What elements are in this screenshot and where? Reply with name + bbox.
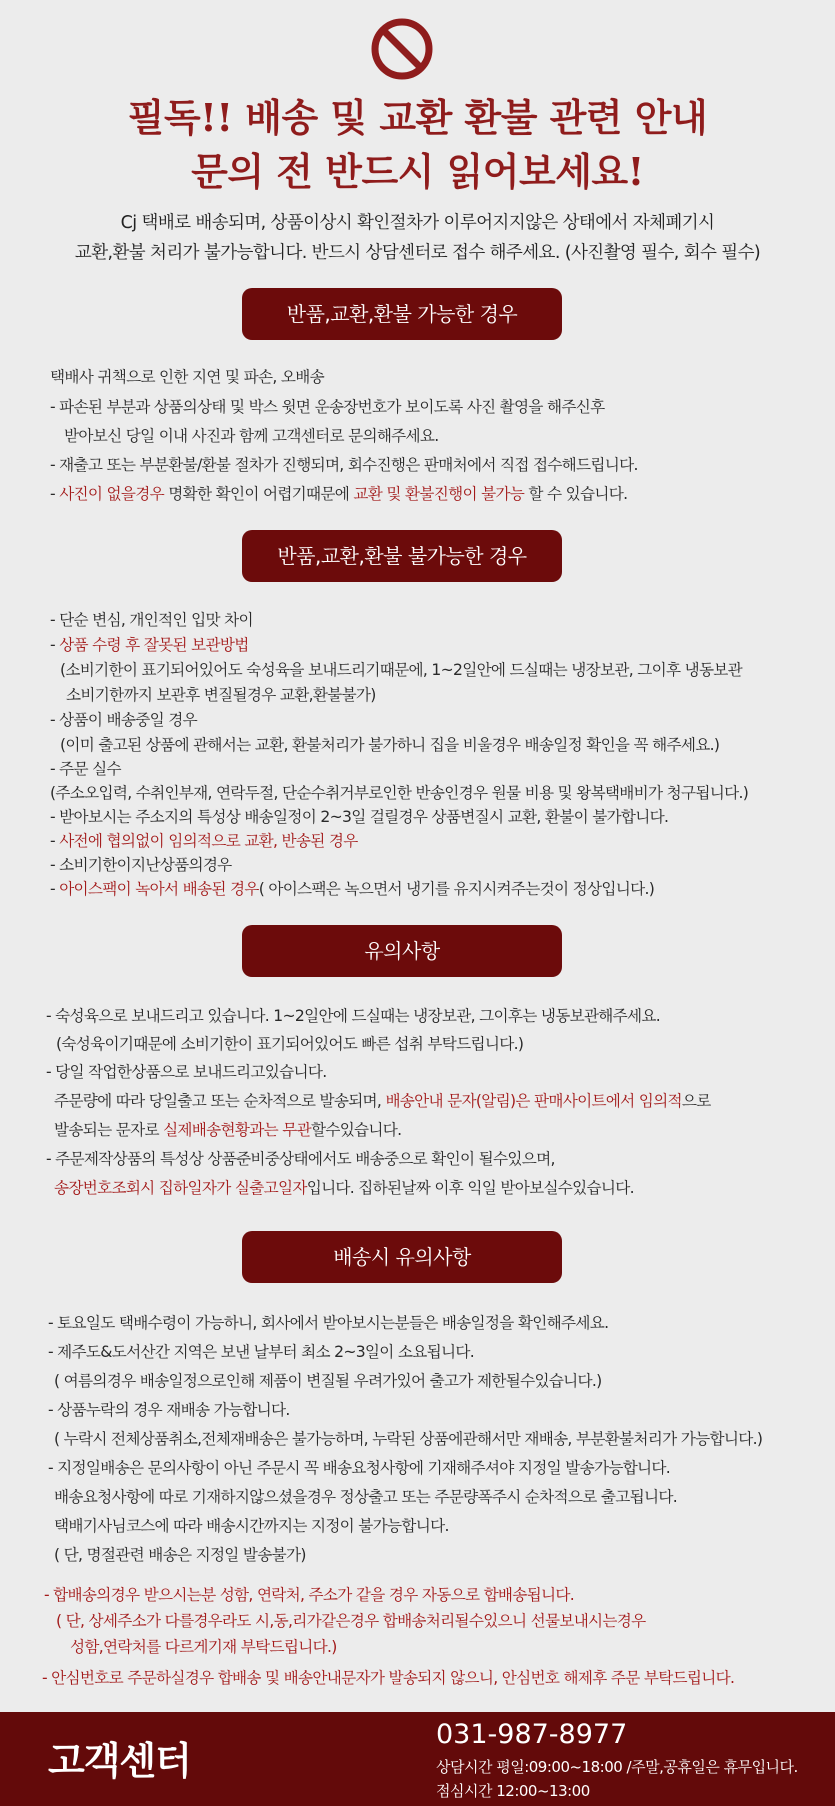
list-item <box>54 1175 634 1201</box>
customer-center-title: 고객센터 <box>48 1739 191 1783</box>
text: ( 아이스팩은 녹으면서 냉기를 유지시켜주는것이 정상입니다.) <box>258 880 655 898</box>
list-item: - 당일 작업한상품으로 보내드리고있습니다. <box>46 1063 327 1081</box>
text: - <box>50 832 60 850</box>
list-item <box>50 632 249 658</box>
highlight-text: 사진이 없을경우 <box>59 485 164 503</box>
list-item: - 소비기한이지난상품의경우 <box>50 856 232 874</box>
lunch-hours: 점심시간 12:00~13:00 <box>436 1782 590 1800</box>
list-item: (이미 출고된 상품에 관해서는 교환, 환불처리가 불가하니 집을 비울경우 배송일정 확인을 꼭 해주세요.) <box>60 736 720 754</box>
list-item: - 숙성육으로 보내드리고 있습니다. 1~2일안에 드실때는 냉장보관, 그이후는 냉동보관해주세요. <box>46 1007 661 1025</box>
highlight-text: 실제배송현황과는 무관 <box>163 1121 311 1139</box>
list-item: ( 단, 상세주소가 다를경우라도 시,동,리가같은경우 합배송처리될수있으니 선물보내시는경우 <box>56 1612 646 1630</box>
text: 발송되는 문자로 <box>54 1121 164 1139</box>
text: 주문량에 따라 당일출고 또는 순차적으로 발송되며, <box>54 1092 386 1110</box>
highlight-text: 아이스팩이 녹아서 배송된 경우 <box>59 880 259 898</box>
business-hours: 상담시간 평일:09:00~18:00 /주말,공휴일은 휴무입니다. <box>436 1758 798 1776</box>
list-item: (주소오입력, 수취인부재, 연락두절, 단순수취거부로인한 반송인경우 원물 비용 및 왕복택배비가 청구됩니다.) <box>50 784 749 802</box>
highlight-text: 사전에 협의없이 임의적으로 교환, 반송된 경우 <box>59 832 358 850</box>
section-header-notice: 유의사항 <box>242 925 562 977</box>
list-item: - 상품이 배송중일 경우 <box>50 711 197 729</box>
list-item: - 파손된 부분과 상품의상태 및 박스 윗면 운송장번호가 보이도록 사진 촬영을 해주신후 <box>50 398 605 416</box>
list-item: - 토요일도 택배수령이 가능하니, 회사에서 받아보시는분들은 배송일정을 확인해주세요. <box>48 1314 609 1332</box>
list-item <box>50 876 654 902</box>
phone-number[interactable]: 031-987-8977 <box>436 1719 628 1750</box>
list-item: - 제주도&도서산간 지역은 보낸 날부터 최소 2~3일이 소요됩니다. <box>48 1343 474 1361</box>
section-header-impossible: 반품,교환,환불 불가능한 경우 <box>242 530 562 582</box>
list-item: - 지정일배송은 문의사항이 아닌 주문시 꼭 배송요청사항에 기재해주셔야 지정일 발송가능합니다. <box>48 1459 671 1477</box>
list-item: 택배기사님코스에 따라 배송시간까지는 지정이 불가능합니다. <box>54 1517 449 1535</box>
text: 명확한 확인이 어렵기때문에 <box>164 485 354 503</box>
section-header-shipping: 배송시 유의사항 <box>242 1231 562 1283</box>
text: - <box>50 636 60 654</box>
intro-line-1: Cj 택배로 배송되며, 상품이상시 확인절차가 이루어지지않은 상태에서 자체폐기시 <box>120 213 715 233</box>
page-title: 필독!! 배송 및 교환 환불 관련 안내 <box>127 95 708 140</box>
list-item <box>54 1088 711 1114</box>
list-item: - 주문제작상품의 특성상 상품준비중상태에서도 배송중으로 확인이 될수있으며, <box>46 1150 555 1168</box>
highlight-text: 송장번호조회시 집하일자가 실출고일자 <box>54 1179 307 1197</box>
customer-center-footer <box>0 1712 835 1806</box>
list-item: - 단순 변심, 개인적인 입맛 차이 <box>50 611 253 629</box>
list-item: - 재출고 또는 부분환불/환불 절차가 진행되며, 회수진행은 판매처에서 직접 접수해드립니다. <box>50 456 638 474</box>
text: - <box>50 485 60 503</box>
list-item <box>50 481 627 507</box>
highlight-text: 상품 수령 후 잘못된 보관방법 <box>59 636 249 654</box>
list-item: (숙성육이기때문에 소비기한이 표기되어있어도 빠른 섭취 부탁드립니다.) <box>56 1035 524 1053</box>
list-item: - 안심번호로 주문하실경우 합배송 및 배송안내문자가 발송되지 않으니, 안심번호 해제후 주문 부탁드립니다. <box>42 1669 735 1687</box>
prohibited-icon <box>367 14 437 84</box>
list-item: 배송요청사항에 따로 기재하지않으셨을경우 정상출고 또는 주문량폭주시 순차적으로 출고됩니다. <box>54 1488 677 1506</box>
intro-line-2: 교환,환불 처리가 불가능합니다. 반드시 상담센터로 접수 해주세요. (사진촬영 필수, 회수 필수) <box>74 243 761 263</box>
text: 할 수 있습니다. <box>524 485 628 503</box>
list-item: 택배사 귀책으로 인한 지연 및 파손, 오배송 <box>50 368 324 386</box>
highlight-text: 교환 및 환불진행이 불가능 <box>353 485 525 503</box>
list-item: - 받아보시는 주소지의 특성상 배송일정이 2~3일 걸릴경우 상품변질시 교환, 환불이 불가합니다. <box>50 808 669 826</box>
page-subtitle: 문의 전 반드시 읽어보세요! <box>191 149 644 194</box>
text: 입니다. 집하된날짜 이후 익일 받아보실수있습니다. <box>306 1179 634 1197</box>
text: - <box>50 880 60 898</box>
list-item: ( 누락시 전체상품취소,전체재배송은 불가능하며, 누락된 상품에관해서만 재배송, 부분환불처리가 가능합니다.) <box>54 1430 763 1448</box>
text: 으로 <box>681 1092 711 1110</box>
list-item: ( 단, 명절관련 배송은 지정일 발송불가) <box>54 1546 306 1564</box>
list-item: 소비기한까지 보관후 변질될경우 교환,환불불가) <box>66 686 376 704</box>
list-item <box>54 1117 401 1143</box>
list-item: ( 여름의경우 배송일정으로인해 제품이 변질될 우려가있어 출고가 제한될수있습니다.) <box>54 1372 602 1390</box>
list-item: 성함,연락처를 다르게기재 부탁드립니다.) <box>70 1638 337 1656</box>
list-item: - 합배송의경우 받으시는분 성함, 연락처, 주소가 같을 경우 자동으로 합배송됩니다. <box>44 1586 575 1604</box>
text: 할수있습니다. <box>310 1121 402 1139</box>
list-item: - 주문 실수 <box>50 760 121 778</box>
section-header-possible: 반품,교환,환불 가능한 경우 <box>242 288 562 340</box>
list-item: (소비기한이 표기되어있어도 숙성육을 보내드리기때문에, 1~2일안에 드실때는 냉장보관, 그이후 냉동보관 <box>60 661 743 679</box>
list-item: 받아보신 당일 이내 사진과 함께 고객센터로 문의해주세요. <box>64 427 439 445</box>
list-item: - 상품누락의 경우 재배송 가능합니다. <box>48 1401 290 1419</box>
list-item <box>50 828 358 854</box>
highlight-text: 배송안내 문자(알림)은 판매사이트에서 임의적 <box>385 1092 682 1110</box>
